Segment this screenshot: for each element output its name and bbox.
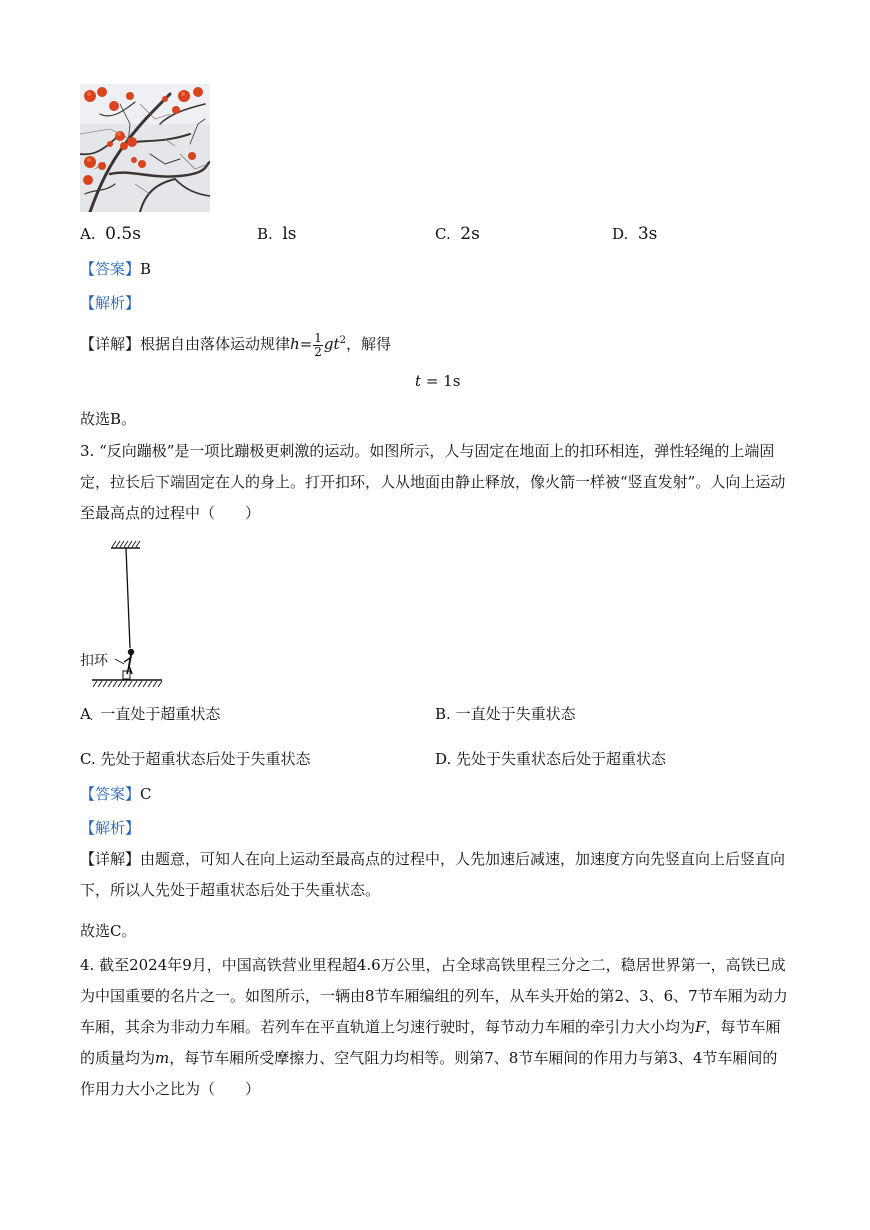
q2-option-c: C. 2s	[435, 224, 480, 244]
q2-detail: 【详解】根据自由落体运动规律h= $\frac{1}{2}$ $gt^2$，解得	[80, 330, 391, 359]
q3-option-c: C. 先处于超重状态后处于失重状态	[80, 750, 311, 768]
q3-option-a-dot: ·	[90, 715, 94, 726]
q3-option-a: A 一直处于超重状态	[80, 705, 221, 723]
fraction-one-half: $\frac{1}{2}$	[314, 330, 322, 359]
q3-answer: 【答案】C	[80, 785, 152, 803]
q3-stem: 3. “反向蹦极”是一项比蹦极更刺激的运动。如图所示，人与固定在地面上的扣环相连，弹性轻绳的上端固定，拉长后下端固定在人的身上。打开扣环，人从地面由静止释放，像火箭一样被“竖直发射”。人向上运动至最高点的过程中（ ）	[80, 442, 786, 522]
q2-answer: 【答案】B	[80, 260, 152, 278]
q3-option-d: D. 先处于失重状态后处于超重状态	[435, 750, 667, 768]
q3-choose: 故选C。	[80, 922, 137, 940]
q2-option-b: B. ls	[257, 224, 297, 244]
q3-detail: 【详解】由题意，可知人在向上运动至最高点的过程中，人先加速后减速，加速度方向先竖直向上后竖直向下，所以人先处于超重状态后处于失重状态。	[80, 850, 786, 899]
q2-option-d: D. 3s	[612, 224, 658, 244]
q3-option-b: B. 一直处于失重状态	[435, 705, 576, 723]
q2-result: t = 1s	[415, 372, 461, 390]
q2-choose: 故选B。	[80, 410, 137, 428]
figure-label-clasp: 扣环	[80, 653, 108, 669]
persimmon-tree-photo	[80, 84, 210, 212]
q3-analysis-tag: 【解析】	[80, 819, 141, 837]
q4-stem: 4. 截至2024年9月，中国高铁营业里程超4.6万公里，占全球高铁里程三分之二，稳居世界第一，高铁已成为中国重要的名片之一。如图所示，一辆由8节车厢编组的列车，从车头开始的第2、3、6、7节车厢为动力车厢，其余为非动力车厢。若列车在平直轨道上匀速行驶时，每节动力车厢的牵引力大小均为F，每节车厢的质量均为m，每节车厢所受摩擦力、空气阻力均相等。则第7、8节车厢间的作用力与第3、4节车厢间的作用力大小之比为（ ）	[80, 956, 788, 1098]
q2-analysis-tag: 【解析】	[80, 294, 141, 312]
q2-option-a: A. 0.5s	[80, 224, 141, 244]
